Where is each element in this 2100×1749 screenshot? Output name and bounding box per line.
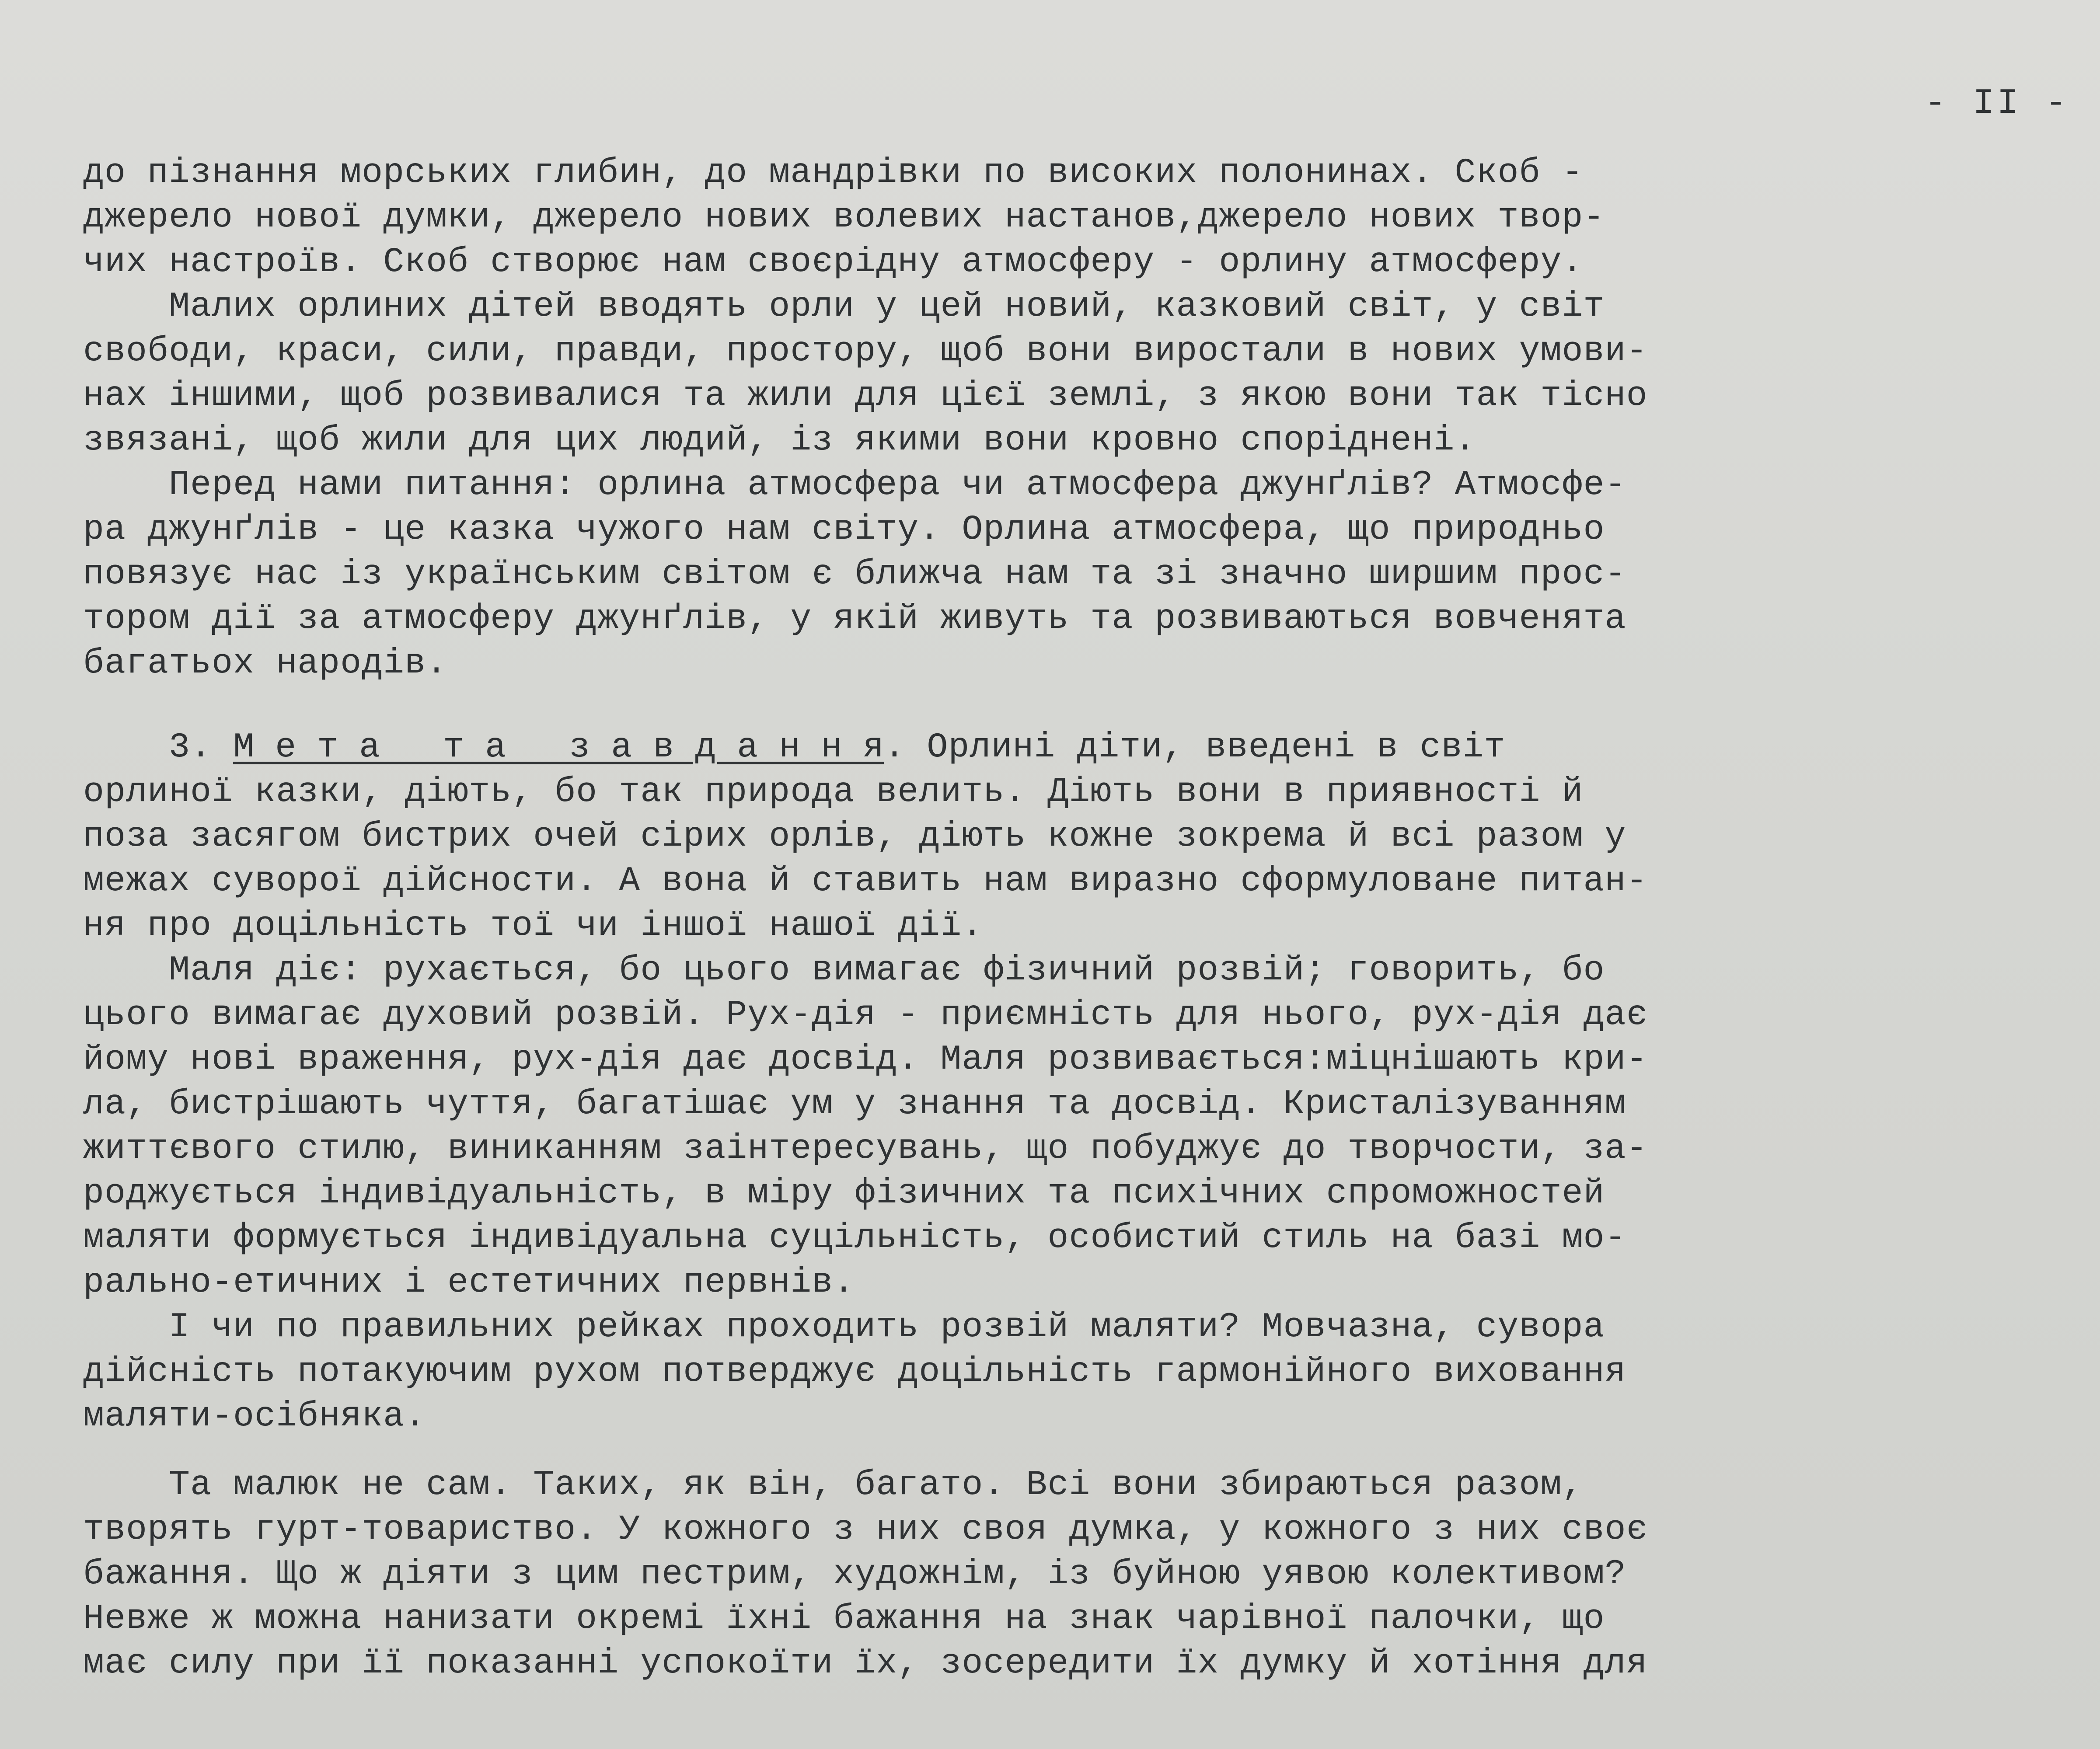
paragraph	[83, 1463, 2060, 1686]
text-line: до пізнання морських глибин, до мандрівки по високих полонинах. Скоб -	[83, 153, 1584, 193]
text-line: Та малюк не сам. Таких, як він, багато. Всі вони збираються разом,	[83, 1465, 1584, 1505]
paragraph	[83, 151, 2060, 285]
page-number: - II -	[1924, 83, 2069, 124]
text-line: нах іншими, щоб розвивалися та жили для цієї землі, з якою вони так тісно	[83, 376, 1648, 416]
text-line: поза засягом бистрих очей сірих орлів, діють кожне зокрема й всі разом у	[83, 817, 1626, 857]
text-line: маляти-осібняка.	[83, 1397, 426, 1436]
text-line: творять гурт-товариство. У кожного з них своя думка, у кожного з них своє	[83, 1510, 1648, 1550]
text-line: свободи, краси, сили, правди, простору, щоб вони виростали в нових умови-	[83, 331, 1648, 371]
text-line: ра джунґлів - це казка чужого нам світу. Орлина атмосфера, що природньо	[83, 510, 1605, 550]
text-line: роджується індивідуальність, в міру фізичних та психічних спроможностей	[83, 1174, 1605, 1213]
paragraph	[83, 1305, 2060, 1439]
paragraph-spacer	[83, 686, 2060, 725]
paragraph	[83, 463, 2060, 686]
text-line: життєвого стилю, виниканням заінтересувань, що побуджує до творчости, за-	[83, 1129, 1648, 1169]
text-line: бажання. Що ж діяти з цим пестрим, художнім, із буйною уявою колективом?	[83, 1554, 1626, 1594]
section-heading-line	[83, 725, 2060, 770]
paragraph-spacer	[83, 1439, 2060, 1463]
text-line: Невже ж можна нанизати окремі їхні бажання на знак чарівної палочки, що	[83, 1599, 1605, 1639]
text-line: звязані, щоб жили для цих людий, із якими вони кровно споріднені.	[83, 421, 1476, 460]
text-line: маляти формується індивідуальна суцільність, особистий стиль на базі мо-	[83, 1218, 1626, 1258]
text-line: тором дії за атмосферу джунґлів, у якій живуть та розвиваються вовченята	[83, 599, 1626, 639]
section-number: 3.	[83, 728, 234, 767]
text-line: дійсність потакуючим рухом потверджує доцільність гармонійного виховання	[83, 1352, 1626, 1392]
text-line: Малих орлиних дітей вводять орли у цей новий, казковий світ, у світ	[83, 287, 1605, 327]
text-line: ла, бистрішають чуття, багатішає ум у знання та досвід. Кристалізуванням	[83, 1084, 1626, 1124]
text-line: межах суворої дійсности. А вона й ставить нам виразно сформуловане питан-	[83, 861, 1648, 901]
text-line: чих настроїв. Скоб створює нам своєрідну атмосферу - орлину атмосферу.	[83, 242, 1584, 282]
paragraph	[83, 285, 2060, 463]
text-line: джерело нової думки, джерело нових волевих настанов,джерело нових твор-	[83, 198, 1605, 237]
text-line: йому нові враження, рух-дія дає досвід. Маля розвивається:міцнішають кри-	[83, 1040, 1648, 1080]
text-line: Перед нами питання: орлина атмосфера чи атмосфера джунґлів? Атмосфе-	[83, 465, 1626, 505]
text-line: рально-етичних і естетичних первнів.	[83, 1263, 855, 1303]
section-title: М е т а т а з а в д а н н я	[233, 728, 884, 767]
text-line: цього вимагає духовий розвій. Рух-дія - приємність для нього, рух-дія дає	[83, 995, 1648, 1035]
section-heading-rest: . Орлині діти, введені в світ	[884, 728, 1506, 767]
body-text	[83, 151, 2060, 1686]
text-line: повязує нас із українським світом є ближча нам та зі значно ширшим прос-	[83, 554, 1626, 594]
section-paragraph	[83, 725, 2060, 948]
text-line: Маля діє: рухається, бо цього вимагає фізичний розвій; говорить, бо	[83, 951, 1605, 990]
paragraph	[83, 948, 2060, 1305]
text-line: ня про доцільність тої чи іншої нашої дії.	[83, 906, 984, 946]
text-line: орлиної казки, діють, бо так природа велить. Діють вони в приявності й	[83, 772, 1584, 812]
text-line: І чи по правильних рейках проходить розвій маляти? Мовчазна, сувора	[83, 1307, 1605, 1347]
text-line: має силу при її показанні успокоїти їх, зосередити їх думку й хотіння для	[83, 1644, 1648, 1683]
text-line: багатьох народів.	[83, 644, 448, 683]
